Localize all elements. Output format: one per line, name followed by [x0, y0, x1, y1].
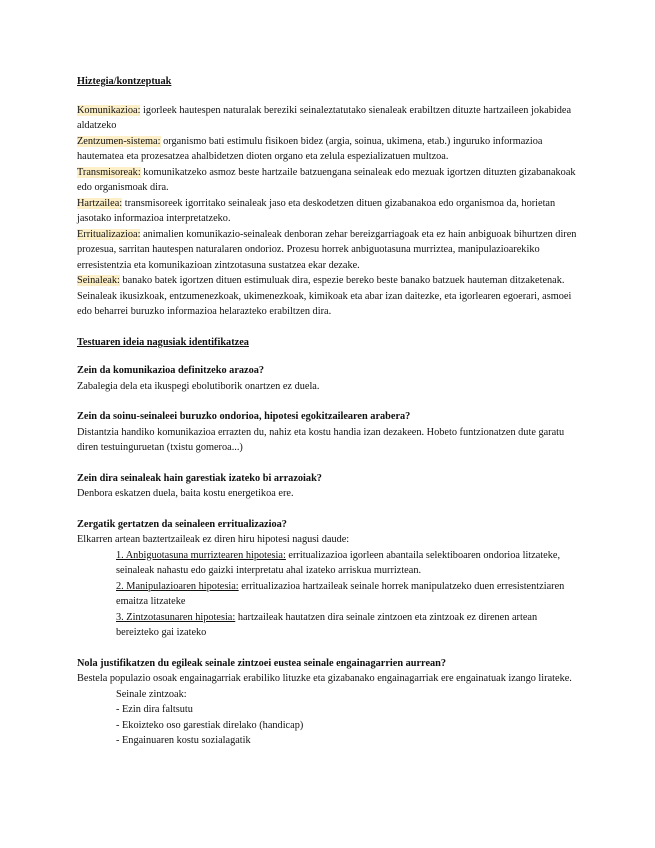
list-item: - Ezin dira faltsutu: [116, 704, 193, 715]
glossary-entry-komunikazioa: [77, 103, 582, 134]
main-ideas-heading: Testuaren ideia nagusiak identifikatzea: [77, 336, 249, 348]
glossary-term: Seinaleak:: [77, 275, 120, 286]
list-item: - Engainuaren kostu sozialagatik: [116, 735, 251, 746]
honest-signals-label: Seinale zintzoak:: [116, 688, 187, 700]
glossary-term: Komunikazioa:: [77, 104, 141, 116]
glossary-definition: organismo bati estimulu fisikoen bidez (argia, soinua, ukimena, etab.) inguruko informazioa hautematea eta prozesatzea ahalbidetzen dioten organo eta zelula espezializatuen multzoa.: [77, 135, 543, 162]
glossary-definition: banako batek igortzen dituen estimuluak dira, espezie bereko beste banako batzuek hauteman ditzaketenak. Seinaleak ikusizkoak, entzumenezkoak, ukimenezkoak, kimikoak eta abar izan daitezke, eta igorlearen egoerari, asmoei edo beharrei buruzko informazioa helarazteko erabiltzen dira.: [77, 275, 572, 317]
glossary-entry-transmisoreak: [77, 165, 582, 196]
hypothesis-3: [116, 610, 582, 641]
document-page: [77, 74, 582, 749]
glossary-definition: komunikatzeko asmoz beste hartzaile batzuengana seinaleak edo mezuak igortzen dituzten gizabanakoak edo organismoak dira.: [77, 166, 576, 193]
hypothesis-title: 3. Zintzotasunaren hipotesia:: [116, 611, 236, 623]
question-1: Zein da komunikazioa definitzeko arazoa?: [77, 365, 265, 376]
question-3: Zein dira seinaleak hain garestiak izateko bi arrazoiak?: [77, 472, 322, 484]
glossary-definition: animalien komunikazio-seinaleak denboran zehar bereizgarriagoak eta ez hain anbiguoak bihurtzen diren prozesua, sarritan hautespen naturalaren ondorioz. Prozesu horrek anbiguotasuna murriztea, manipulazioarekiko erresistentzia eta komunikazioan zintzotasuna sustatzea ekar dezake.: [77, 228, 577, 271]
glossary-entry-erritualizazioa: [77, 227, 582, 274]
hypothesis-text: erritualizazioa hartzaileak seinale horrek manipulatzeko duen erresistentziaren emaitza litzateke: [116, 580, 565, 607]
answer-3: Denbora eskatzen duela, baita kostu energetikoa ere.: [77, 488, 294, 499]
question-4: Zergatik gertatzen da seinaleen erritualizazioa?: [77, 518, 287, 530]
answer-2: Distantzia handiko komunikazioa errazten du, nahiz eta kostu handia izan dezakeen. Hobeto funtzionatzen dute garatu diren testuinguruetan (txistu gomeroa...): [77, 426, 565, 453]
question-5: Nola justifikatzen du egileak seinale zintzoei eustea seinale engainagarrien aurrean?: [77, 657, 447, 669]
answer-4-intro: Elkarren artean baztertzaileak ez diren hiru hipotesi nagusi daude:: [77, 534, 350, 545]
glossary-term: Zentzumen-sistema:: [77, 135, 161, 147]
hypothesis-title: 1. Anbiguotasuna murriztearen hipotesia:: [116, 549, 286, 561]
question-2: Zein da soinu-seinaleei buruzko ondorioa, hipotesi egokitzailearen arabera?: [77, 411, 411, 422]
hypothesis-1: [116, 548, 582, 579]
hypothesis-text: hartzaileak hautatzen dira seinale zintzoen eta zintzoak ez direnen artean bereizteko gai izateko: [116, 611, 538, 638]
list-item: - Ekoizteko oso garestiak direlako (handicap): [116, 719, 304, 731]
hypothesis-text: erritualizazioa igorleen abantaila selektiboaren ondorioa litzateke, seinaleak nahastu edo gaizki interpretatu ahal izateko arriskua murriztean.: [116, 549, 561, 576]
glossary-term: Hartzailea:: [77, 197, 123, 209]
hypothesis-title: 2. Manipulazioaren hipotesia:: [116, 580, 239, 592]
answer-5: Bestela populazio osoak engainagarriak erabiliko lituzke eta gizabanako engainagarriak ere engainatuak izango lirateke.: [77, 673, 572, 684]
glossary-definition: igorleek hautespen naturalak bereziki seinaleztatutako sienaleak erabiltzen dituzte hartzaileen jokabidea aldatzeko: [77, 104, 572, 131]
glossary-term: Erritualizazioa:: [77, 228, 141, 240]
glossary-heading: Hiztegia/kontzeptuak: [77, 76, 172, 87]
glossary-term: Transmisoreak:: [77, 166, 141, 178]
glossary-definition: transmisoreek igorritako seinaleak jaso eta deskodetzen dituen gizabanakoa edo organismoa da, horietan jasotako informazioa interpretatzeko.: [77, 197, 556, 224]
glossary-entry-seinaleak: [77, 273, 582, 320]
hypothesis-2: [116, 579, 582, 610]
glossary-entry-zentzumen-sistema: [77, 134, 582, 165]
answer-1: Zabalegia dela eta ikuspegi ebolutiborik onartzen ez duela.: [77, 380, 320, 392]
glossary-entry-hartzailea: [77, 196, 582, 227]
